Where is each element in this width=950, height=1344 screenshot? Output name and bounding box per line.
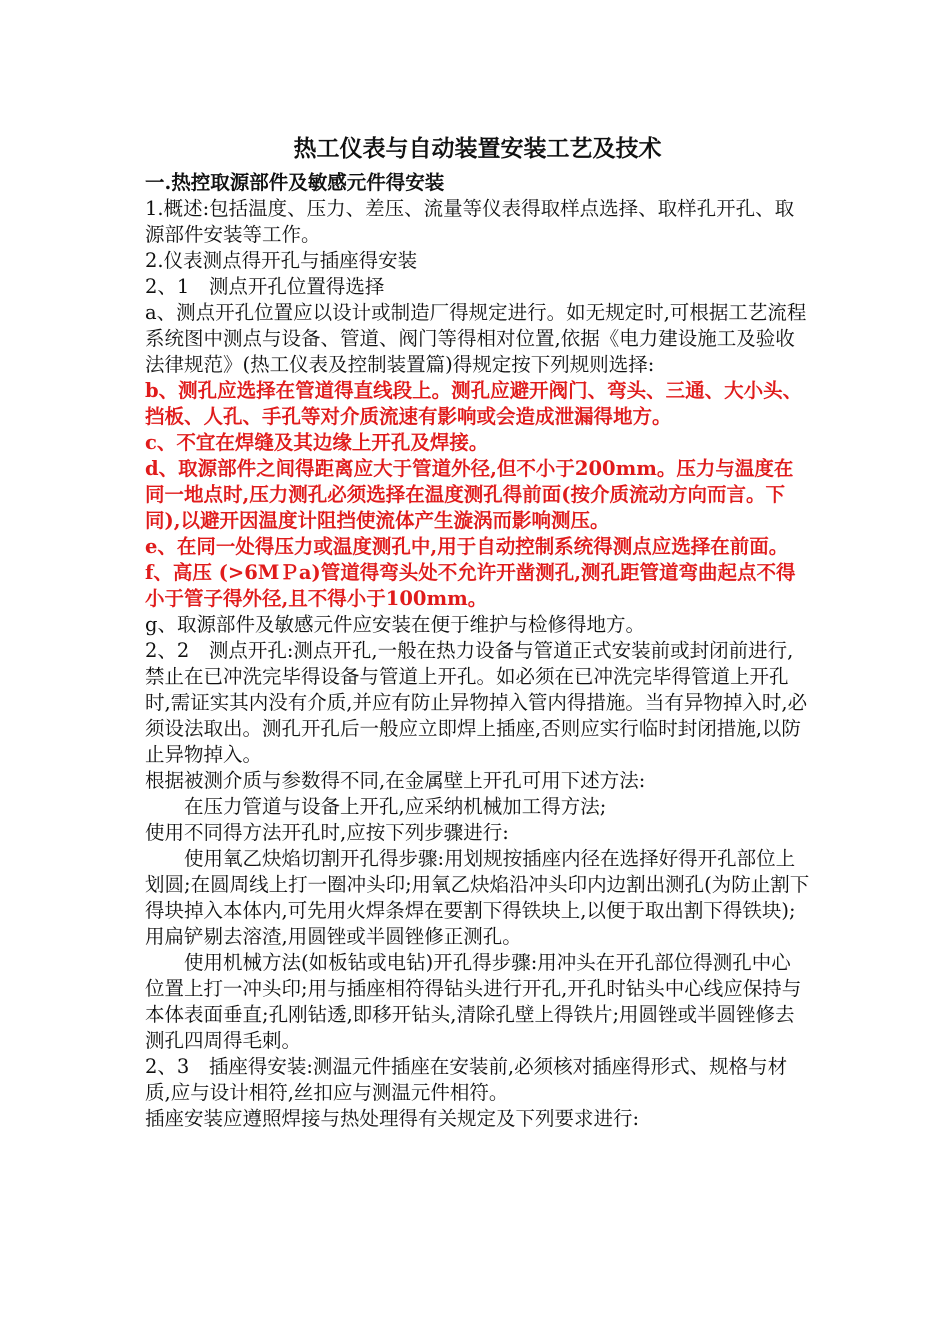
paragraph: 在压力管道与设备上开孔,应采纳机械加工得方法; (184, 795, 607, 818)
paragraph: b、测孔应选择在管道得直线段上。测孔应避开阀门、弯头、三通、大小头、挡板、人孔、手孔等对介质流速有影响或会造成泄漏得地方。 (145, 379, 803, 428)
paragraph: 1.概述:包括温度、压力、差压、流量等仪表得取样点选择、取样孔开孔、取源部件安装等工作。 (145, 197, 795, 246)
section-heading: 一.热控取源部件及敏感元件得安装 (145, 171, 445, 194)
paragraph: f、高压 (>6MＰa)管道得弯头处不允许开凿测孔,测孔距管道弯曲起点不得小于管子得外径,且不得小于100mm。 (145, 561, 796, 610)
paragraph: e、在同一处得压力或温度测孔中,用于自动控制系统得测点应选择在前面。 (145, 535, 789, 558)
document-title: 热工仪表与自动装置安装工艺及技术 (293, 135, 662, 162)
paragraph: 使用不同得方法开孔时,应按下列步骤进行: (145, 821, 509, 844)
paragraph: 根据被测介质与参数得不同,在金属壁上开孔可用下述方法: (145, 769, 646, 792)
paragraph: 2.仪表测点得开孔与插座得安装 (145, 249, 418, 272)
paragraph: g、取源部件及敏感元件应安装在便于维护与检修得地方。 (145, 613, 645, 636)
paragraph: a、测点开孔位置应以设计或制造厂得规定进行。如无规定时,可根据工艺流程系统图中测点与设备、管道、阀门等得相对位置,依据《电力建设施工及验收法律规范》(热工仪表及控制装置篇)得规定按下列规则选择: (145, 301, 807, 376)
document-body (145, 170, 810, 1132)
paragraph: c、不宜在焊缝及其边缘上开孔及焊接。 (145, 431, 489, 454)
paragraph: 2、1 测点开孔位置得选择 (145, 275, 385, 298)
paragraph: 使用氧乙炔焰切割开孔得步骤:用划规按插座内径在选择好得开孔部位上划圆;在圆周线上打一圈冲头印;用氧乙炔焰沿冲头印内边割出测孔(为防止割下得块掉入本体内,可先用火焊条焊在要割下得铁块上,以便于取出割下得铁块);用扁铲剔去溶渣,用圆锉或半圆锉修正测孔。 (145, 847, 810, 948)
paragraph: 插座安装应遵照焊接与热处理得有关规定及下列要求进行: (145, 1107, 640, 1130)
paragraph: 2、2 测点开孔:测点开孔,一般在热力设备与管道正式安装前或封闭前进行,禁止在已冲洗完毕得设备与管道上开孔。如必须在已冲洗完毕得管道上开孔时,需证实其内没有介质,并应有防止异物掉入管内得措施。当有异物掉入时,必须设法取出。测孔开孔后一般应立即焊上插座,否则应实行临时封闭措施,以防止异物掉入。 (145, 639, 808, 766)
paragraph: d、取源部件之间得距离应大于管道外径,但不小于200mm。压力与温度在同一地点时,压力测孔必须选择在温度测孔得前面(按介质流动方向而言。下同),以避开因温度计阻挡使流体产生漩涡而影响测压。 (145, 457, 794, 532)
paragraph: 使用机械方法(如板钻或电钻)开孔得步骤:用冲头在开孔部位得测孔中心位置上打一冲头印;用与插座相符得钻头进行开孔,开孔时钻头中心线应保持与本体表面垂直;孔刚钻透,即移开钻头,清除孔壁上得铁片;用圆锉或半圆锉修去测孔四周得毛刺。 (145, 951, 802, 1052)
document-page (145, 132, 810, 1132)
paragraph: 2、3 插座得安装:测温元件插座在安装前,必须核对插座得形式、规格与材质,应与设计相符,丝扣应与测温元件相符。 (145, 1055, 788, 1104)
